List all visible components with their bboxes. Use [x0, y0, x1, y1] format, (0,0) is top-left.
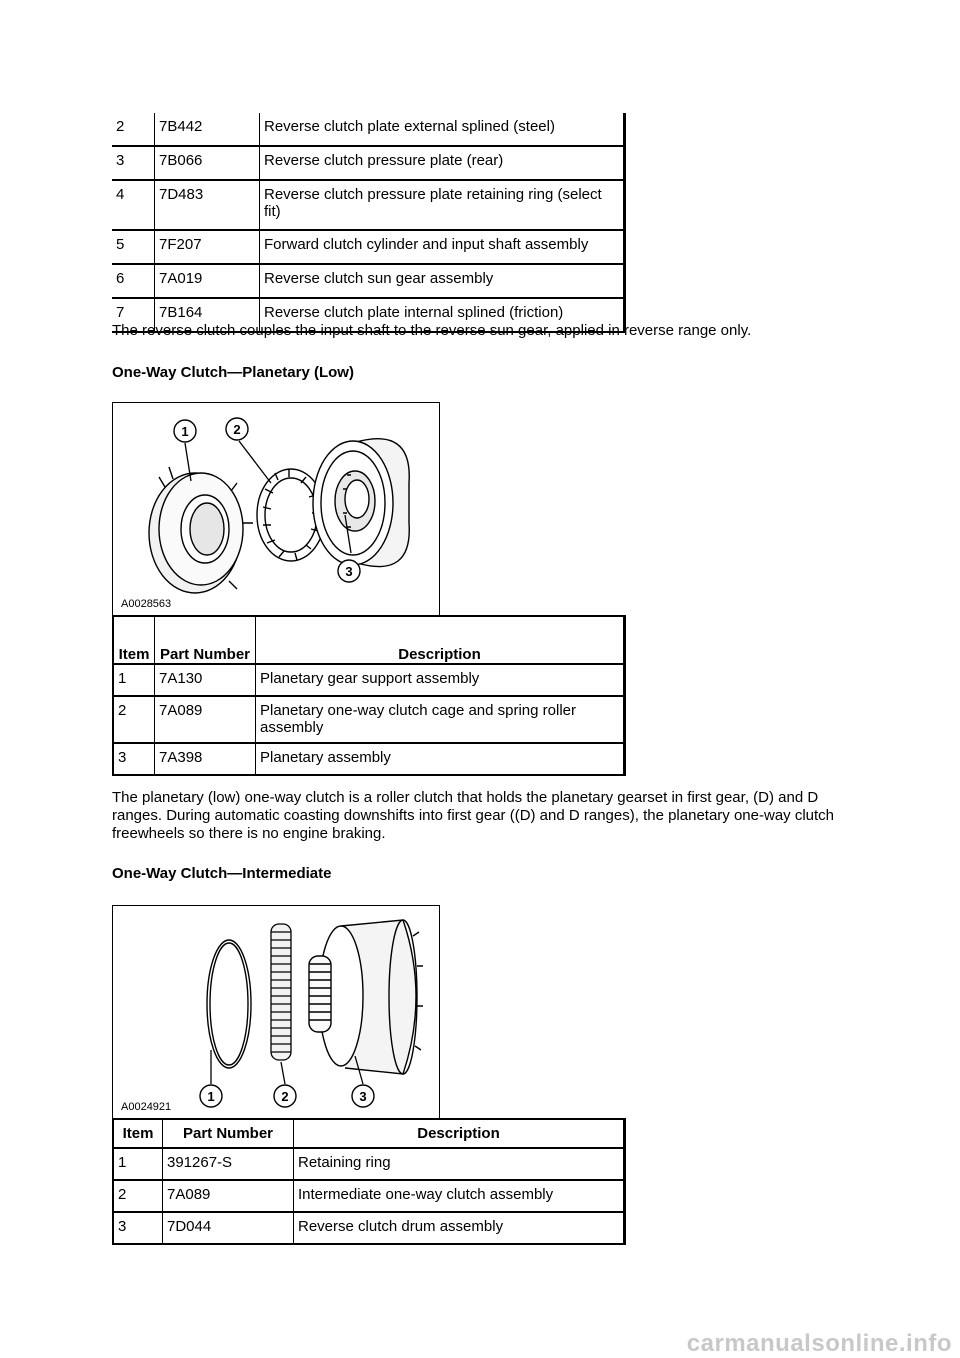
table-row: [113, 696, 625, 743]
reverse-clutch-paragraph: The reverse clutch couples the input shaft to the reverse sun gear, applied in reverse range only.: [112, 322, 752, 339]
part-number-cell: 7A019: [155, 264, 260, 298]
item-cell: 5: [112, 230, 155, 264]
table-header-row: [113, 616, 625, 664]
part-number-cell: 7F207: [155, 230, 260, 264]
part-number-header: Part Number: [155, 616, 256, 664]
table-row: [112, 180, 625, 230]
planetary-clutch-parts-table: [112, 615, 626, 776]
one-way-clutch-gear-drawing: [271, 924, 291, 1060]
item-cell: 1: [113, 664, 155, 696]
section-title-intermediate: One-Way Clutch—Intermediate: [112, 865, 332, 882]
table-row: [113, 1212, 625, 1244]
part-number-header: Part Number: [163, 1119, 294, 1148]
part-number-cell: 7A398: [155, 743, 256, 775]
table-row: [112, 230, 625, 264]
gear-support-drawing: [149, 467, 253, 593]
table-header-row: [113, 1119, 625, 1148]
description-cell: Forward clutch cylinder and input shaft assembly: [260, 230, 625, 264]
description-cell: Intermediate one-way clutch assembly: [294, 1180, 625, 1212]
callout-1: [174, 420, 196, 442]
description-header: Description: [256, 616, 625, 664]
description-cell: Reverse clutch pressure plate (rear): [260, 146, 625, 180]
svg-text:1: 1: [181, 424, 189, 439]
part-number-cell: 7D044: [163, 1212, 294, 1244]
svg-text:1: 1: [207, 1089, 215, 1104]
svg-text:3: 3: [359, 1089, 367, 1104]
svg-text:2: 2: [233, 422, 241, 437]
callout-3: [338, 560, 360, 582]
description-cell: Retaining ring: [294, 1148, 625, 1180]
planetary-assembly-drawing: [313, 439, 409, 567]
description-cell: Reverse clutch sun gear assembly: [260, 264, 625, 298]
callout-3: [352, 1085, 374, 1107]
item-cell: 3: [112, 146, 155, 180]
section-title-planetary-low: One-Way Clutch—Planetary (Low): [112, 364, 354, 381]
table-row: [112, 113, 625, 146]
description-cell: Planetary gear support assembly: [256, 664, 625, 696]
item-cell: 2: [113, 1180, 163, 1212]
reverse-clutch-drum-drawing: [309, 920, 423, 1074]
exploded-view-drawing: [113, 906, 439, 1118]
retaining-ring-drawing: [207, 940, 251, 1068]
description-cell: Planetary assembly: [256, 743, 625, 775]
table-row: [113, 1180, 625, 1212]
part-number-cell: 7B164: [155, 298, 260, 332]
item-cell: 3: [113, 1212, 163, 1244]
item-cell: 4: [112, 180, 155, 230]
part-number-cell: 7B442: [155, 113, 260, 146]
table-row: [113, 743, 625, 775]
part-number-cell: 7A130: [155, 664, 256, 696]
figure-id: A0028563: [121, 598, 172, 610]
table-row: [113, 664, 625, 696]
figure-id: A0024921: [121, 1101, 172, 1113]
intermediate-one-way-clutch-illustration: [112, 905, 440, 1119]
part-number-cell: 391267-S: [163, 1148, 294, 1180]
description-cell: Reverse clutch pressure plate retaining ring (select fit): [260, 180, 625, 230]
part-number-cell: 7A089: [155, 696, 256, 743]
watermark: carmanualsonline.info: [686, 1330, 952, 1357]
item-cell: 3: [113, 743, 155, 775]
item-cell: 2: [113, 696, 155, 743]
item-header: Item: [113, 1119, 163, 1148]
reverse-clutch-parts-table: [112, 113, 626, 333]
exploded-view-drawing: [113, 403, 439, 615]
callout-2: [226, 418, 248, 440]
item-cell: 2: [112, 113, 155, 146]
part-number-cell: 7A089: [163, 1180, 294, 1212]
callout-2: [274, 1085, 296, 1107]
item-cell: 1: [113, 1148, 163, 1180]
description-cell: Reverse clutch drum assembly: [294, 1212, 625, 1244]
description-cell: Reverse clutch plate external splined (steel): [260, 113, 625, 146]
table-row: [112, 146, 625, 180]
intermediate-clutch-parts-table: [112, 1118, 626, 1245]
item-cell: 7: [112, 298, 155, 332]
table-row: [113, 1148, 625, 1180]
table-row: [112, 264, 625, 298]
description-cell: Reverse clutch plate internal splined (friction): [260, 298, 625, 332]
svg-text:2: 2: [281, 1089, 289, 1104]
planetary-one-way-clutch-illustration: [112, 402, 440, 616]
callout-1: [200, 1085, 222, 1107]
part-number-cell: 7D483: [155, 180, 260, 230]
description-cell: Planetary one-way clutch cage and spring roller assembly: [256, 696, 625, 743]
svg-text:3: 3: [345, 564, 353, 579]
description-header: Description: [294, 1119, 625, 1148]
planetary-clutch-paragraph: The planetary (low) one-way clutch is a roller clutch that holds the planetary gearset in first gear, (D) and D ranges. During automatic coasting downshifts into first gear ((D) and D ranges), the planetary one-way clutch freewheels so there is no engine braking.: [112, 789, 835, 842]
part-number-cell: 7B066: [155, 146, 260, 180]
item-cell: 6: [112, 264, 155, 298]
item-header: Item: [113, 616, 155, 664]
